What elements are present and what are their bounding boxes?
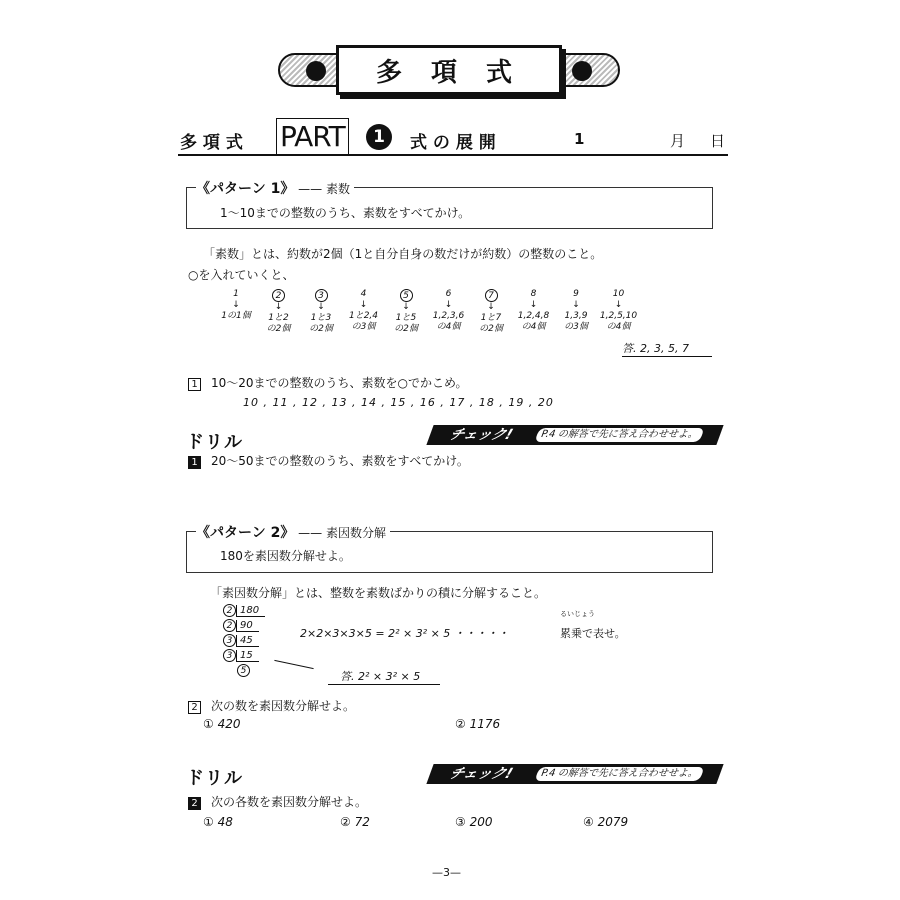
check-banner-2: チェック! P.4 の解答で先に答え合わせせよ。 [426, 764, 723, 784]
drill2-item-2: ② 72 [340, 815, 370, 829]
q2-item-2: ② 1176 [455, 717, 501, 731]
divisors: 1と3 [310, 313, 332, 323]
divisor-column: 4 ↓ 1と2,4 の3個 [348, 289, 379, 332]
divisor: 2 [223, 604, 236, 617]
divisor-column: 10 ↓ 1,2,5,10 の4個 [599, 289, 638, 332]
header-topic: 式 の 展 開 [410, 133, 496, 153]
drill2-item-3: ③ 200 [455, 815, 493, 829]
number: 1 [233, 289, 239, 299]
divisors: 1と7 [480, 313, 502, 323]
factorization-definition: 「素因数分解」とは、整数を素数ばかりの積に分解すること。 [210, 586, 547, 600]
q1-numbers: 10 , 11 , 12 , 13 , 14 , 15 , 16 , 17 , 18 , 19 , 20 [243, 396, 554, 409]
divisor-column: 1 ↓ 1の1個 [221, 289, 251, 321]
divisors: 1,2,4,8 [517, 311, 550, 321]
pattern2-label: 《パターン 2》 —— 素因数分解 [196, 522, 390, 542]
section-header [178, 118, 728, 156]
divisors: 1,2,5,10 [599, 311, 638, 321]
divisor-count: の3個 [564, 322, 588, 332]
arrow-icon [274, 660, 313, 669]
drill1: 1 20～50までの整数のうち、素数をすべてかけ。 [188, 452, 469, 469]
drill-label-2: ドリル [186, 768, 243, 789]
number: 5 [400, 289, 413, 302]
divisor: 2 [223, 619, 236, 632]
divisor-column: 8 ↓ 1,2,4,8 の4個 [517, 289, 550, 332]
drill-label-1: ドリル [186, 432, 243, 453]
header-subject: 多 項 式 [180, 133, 243, 153]
divisor-column: 5 ↓ 1と5 の2個 [394, 291, 418, 334]
q2-item-1: ① 420 [203, 717, 241, 731]
pattern1-label: 《パターン 1》 —— 素数 [196, 178, 354, 198]
day-label: 日 [710, 132, 726, 150]
pattern2-answer: 答. 2² × 3² × 5 [328, 668, 440, 685]
number: 8 [530, 289, 537, 299]
number: 6 [445, 289, 452, 299]
divisor-column: 3 ↓ 1と3 の2個 [309, 291, 333, 334]
pattern1-answer: 答. 2, 3, 5, 7 [622, 340, 712, 357]
divisors: 1,3,9 [564, 311, 588, 321]
number: 3 [315, 289, 328, 302]
circle-note: ○を入れていくと、 [188, 268, 295, 282]
divisor-column: 2 ↓ 1と2 の2個 [266, 291, 291, 334]
divisor-count: の4個 [521, 322, 546, 332]
factor-equation: 2×2×3×3×5 = 2² × 3² × 5 ・・・・・ [300, 627, 509, 640]
pattern1-problem: 1～10までの整数のうち、素数をすべてかけ。 [220, 206, 471, 220]
number: 2 [272, 289, 285, 302]
equation-note: 累乗で表せ。 [560, 627, 626, 640]
divisors: 1と5 [395, 313, 417, 323]
drill2-item-4: ④ 2079 [583, 815, 629, 829]
divisor-count: の2個 [479, 324, 503, 334]
divisor-column: 7 ↓ 1と7 の2個 [479, 291, 503, 334]
pattern2-problem: 180を素因数分解せよ。 [220, 549, 351, 563]
ladder-row [223, 604, 265, 618]
check-banner-1: チェック! P.4 の解答で先に答え合わせせよ。 [426, 425, 723, 445]
page-number: —3— [432, 866, 461, 879]
ladder-row [223, 619, 259, 633]
number: 10 [612, 289, 625, 299]
page-title: 多 項 式 [336, 45, 562, 95]
number: 7 [485, 289, 498, 302]
ladder-row [223, 634, 259, 648]
q2: 2 次の数を素因数分解せよ。 [188, 697, 355, 714]
q1: 1 10～20までの整数のうち、素数を○でかこめ。 [188, 374, 468, 391]
divisor-count: の4個 [436, 322, 461, 332]
divisor-count: の2個 [266, 324, 291, 334]
prime-definition: 「素数」とは、約数が2個（1と自分自身の数だけが約数）の整数のこと。 [203, 247, 603, 261]
divisors: 1と2 [268, 313, 289, 323]
furigana: るいじょう [560, 610, 595, 618]
divisor-count: の2個 [394, 324, 418, 334]
number: 9 [573, 289, 579, 299]
month-label: 月 [670, 132, 686, 150]
quotient: 90 [236, 620, 259, 632]
title-banner [278, 45, 620, 95]
part-number: 1 [366, 124, 392, 150]
divisor-column: 9 ↓ 1,3,9 の3個 [564, 289, 588, 332]
divisors: 1と2,4 [348, 311, 379, 321]
drill2: 2 次の各数を素因数分解せよ。 [188, 793, 367, 810]
divisor-column: 6 ↓ 1,2,3,6 の4個 [432, 289, 465, 332]
header-part: PART [276, 118, 349, 155]
quotient: 15 [236, 650, 259, 662]
lesson-number: 1 [574, 130, 585, 148]
ladder-row [237, 664, 250, 678]
divisor-count: の2個 [309, 324, 333, 334]
number: 4 [360, 289, 367, 299]
ladder-row [223, 649, 259, 663]
quotient: 45 [236, 635, 259, 647]
divisor: 5 [237, 664, 250, 677]
divisor-count: の4個 [606, 322, 631, 332]
drill2-item-1: ① 48 [203, 815, 233, 829]
divisor-count: の3個 [351, 322, 376, 332]
divisor: 3 [223, 634, 236, 647]
divisors: 1,2,3,6 [432, 311, 465, 321]
divisors: 1の1個 [221, 311, 251, 321]
divisor: 3 [223, 649, 236, 662]
quotient: 180 [236, 605, 265, 617]
